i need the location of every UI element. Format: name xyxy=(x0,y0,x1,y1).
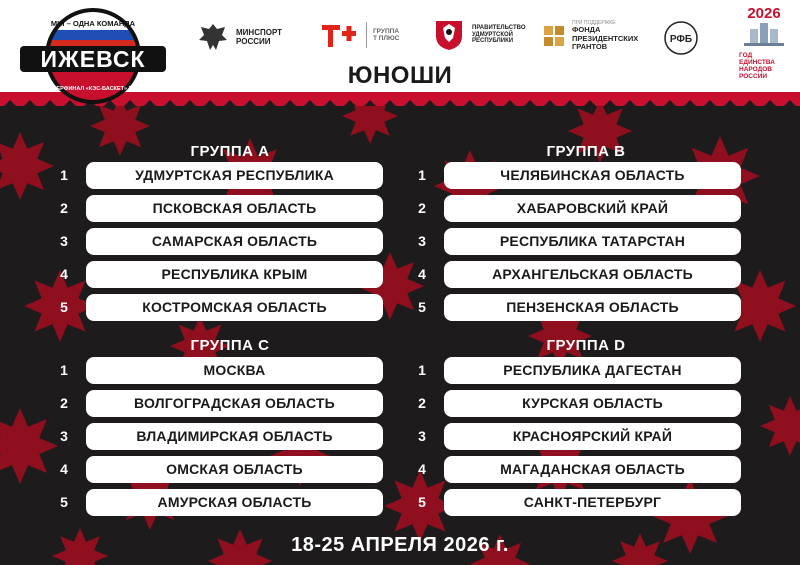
team-number: 2 xyxy=(418,395,426,411)
year-badge-caption: ГОД ЕДИНСТВА НАРОДОВ РОССИИ xyxy=(739,52,775,81)
team-name: ВЛАДИМИРСКАЯ ОБЛАСТЬ xyxy=(86,423,383,450)
minsport-label: МИНСПОРТ РОССИИ xyxy=(236,27,283,46)
rfb-label: РФБ xyxy=(669,34,693,45)
izhevsk-logo xyxy=(18,6,168,106)
group-a-title: ГРУППА А xyxy=(190,143,270,160)
udmurtia-emblem-icon xyxy=(432,18,466,52)
team-name: УДМУРТСКАЯ РЕСПУБЛИКА xyxy=(86,162,383,189)
year-badge-year: 2026 xyxy=(747,5,781,22)
team-number: 5 xyxy=(60,299,68,315)
team-name: РЕСПУБЛИКА ДАГЕСТАН xyxy=(444,357,741,384)
team-name: МАГАДАНСКАЯ ОБЛАСТЬ xyxy=(444,456,741,483)
monument-icon xyxy=(736,21,792,47)
team-name: ПСКОВСКАЯ ОБЛАСТЬ xyxy=(86,195,383,222)
team-name: ВОЛГОГРАДСКАЯ ОБЛАСТЬ xyxy=(86,390,383,417)
team-name: ОМСКАЯ ОБЛАСТЬ xyxy=(86,456,383,483)
team-number: 1 xyxy=(60,362,68,378)
team-name: САНКТ-ПЕТЕРБУРГ xyxy=(444,489,741,516)
page-title: ЮНОШИ xyxy=(347,62,453,89)
team-number: 3 xyxy=(418,233,426,249)
double-eagle-icon xyxy=(196,20,230,54)
team-number: 2 xyxy=(60,395,68,411)
team-number: 3 xyxy=(418,428,426,444)
team-number: 4 xyxy=(418,266,426,282)
team-number: 5 xyxy=(60,494,68,510)
team-number: 5 xyxy=(418,494,426,510)
team-name: ПЕНЗЕНСКАЯ ОБЛАСТЬ xyxy=(444,294,741,321)
team-name: АМУРСКАЯ ОБЛАСТЬ xyxy=(86,489,383,516)
team-name: ХАБАРОВСКИЙ КРАЙ xyxy=(444,195,741,222)
grants-support-label: ПРИ ПОДДЕРЖКЕ xyxy=(572,20,616,26)
team-number: 4 xyxy=(60,266,68,282)
team-number: 2 xyxy=(60,200,68,216)
team-number: 4 xyxy=(418,461,426,477)
team-number: 1 xyxy=(60,167,68,183)
grants-text-block xyxy=(572,20,638,52)
team-name: РЕСПУБЛИКА КРЫМ xyxy=(86,261,383,288)
logo-bottom-text: СУПЕРФИНАЛ «КЭС-БАСКЕТ» 2026 xyxy=(45,86,141,92)
team-number: 5 xyxy=(418,299,426,315)
team-name: ЧЕЛЯБИНСКАЯ ОБЛАСТЬ xyxy=(444,162,741,189)
udmurtia-label: ПРАВИТЕЛЬСТВО УДМУРТСКОЙ РЕСПУБЛИКИ xyxy=(472,24,526,45)
team-number: 2 xyxy=(418,200,426,216)
group-d-title: ГРУППА D xyxy=(546,337,626,354)
logo-arc-text: МЫ – ОДНА КОМАНДА xyxy=(50,19,136,28)
minsport-logo xyxy=(196,20,282,54)
team-name: МОСКВА xyxy=(86,357,383,384)
sponsor-divider xyxy=(366,22,367,48)
udmurtia-government-logo xyxy=(432,18,526,52)
t-plus-icon xyxy=(320,20,360,50)
team-number: 3 xyxy=(60,428,68,444)
team-number: 3 xyxy=(60,233,68,249)
t-plus-logo xyxy=(320,20,399,50)
team-name: КУРСКАЯ ОБЛАСТЬ xyxy=(444,390,741,417)
year-of-unity-badge xyxy=(736,6,792,94)
rfb-circle-icon xyxy=(663,20,699,56)
t-plus-label: ГРУППА Т ПЛЮС xyxy=(373,27,400,42)
group-c-title: ГРУППА С xyxy=(190,337,270,354)
grants-label: ФОНДА ПРЕЗИДЕНТСКИХ ГРАНТОВ xyxy=(572,25,639,52)
group-b-title: ГРУППА В xyxy=(546,143,626,160)
team-name: КОСТРОМСКАЯ ОБЛАСТЬ xyxy=(86,294,383,321)
rfb-logo xyxy=(663,20,699,56)
team-name: КРАСНОЯРСКИЙ КРАЙ xyxy=(444,423,741,450)
logo-wordmark: ИЖЕВСК xyxy=(40,46,146,72)
team-number: 4 xyxy=(60,461,68,477)
team-number: 1 xyxy=(418,362,426,378)
team-name: РЕСПУБЛИКА ТАТАРСТАН xyxy=(444,228,741,255)
grants-fund-icon xyxy=(542,24,566,48)
presidential-grants-logo xyxy=(542,20,638,52)
team-name: АРХАНГЕЛЬСКАЯ ОБЛАСТЬ xyxy=(444,261,741,288)
event-dates: 18-25 АПРЕЛЯ 2026 г. xyxy=(291,534,509,556)
team-name: САМАРСКАЯ ОБЛАСТЬ xyxy=(86,228,383,255)
team-number: 1 xyxy=(418,167,426,183)
